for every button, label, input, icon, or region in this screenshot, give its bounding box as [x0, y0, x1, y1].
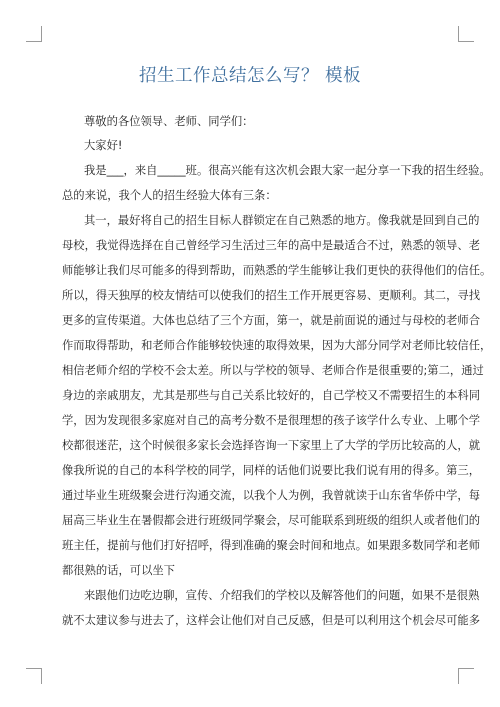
salutation-line: 尊敬的各位领导、老师、同学们： [84, 115, 254, 128]
body-line: 班主任，提前与他们打好招呼，得到准确的聚会时间和地点。如果跟多数同学和老师 [62, 539, 480, 552]
body-line: 我是___，来自_____班。很高兴能有这次机会跟大家一起分享一下我的招生经验。 [84, 164, 491, 177]
body-line: 像我所说的自己的本科学校的同学，同样的话他们说要比我们说有用的得多。第三， [62, 464, 480, 477]
greeting-line: 大家好! [84, 139, 123, 152]
crop-mark-bottom-right [458, 668, 474, 684]
crop-mark-top-left [26, 26, 42, 42]
body-line: 校都很迷茫，这个时候很多家长会选择咨询一下家里上了大学的学历比较高的人，就 [62, 439, 480, 452]
crop-mark-bottom-left [26, 668, 42, 684]
body-line: 总的来说，我个人的招生经验大体有三条： [62, 189, 277, 202]
body-line: 届高三毕业生在暑假都会进行班级同学聚会，尽可能联系到班级的组织人或者他们的 [62, 514, 480, 527]
body-line: 都很熟的话，可以坐下 [62, 564, 175, 577]
body-line: 师能够让我们尽可能多的得到帮助，而熟悉的学生能够让我们更快的获得他们的信任。 [62, 264, 492, 277]
document-title: 招生工作总结怎么写？ 模板 [138, 66, 362, 86]
body-line: 其一，最好将自己的招生目标人群锁定在自己熟悉的地方。像我就是回到自己的 [84, 214, 480, 227]
body-line: 来跟他们边吃边聊，宣传、介绍我们的学校以及解答他们的问题，如果不是很熟 [84, 589, 480, 602]
body-line: 相信老师介绍的学校不会太差。所以与学校的领导、老师合作是很重要的;第二，通过 [62, 364, 484, 377]
body-line: 就不太建议参与进去了，这样会让他们对自己反感，但是可以利用这个机会尽可能多 [62, 614, 480, 627]
body-line: 更多的宣传渠道。大体也总结了三个方面，第一，就是前面说的通过与母校的老师合 [62, 314, 480, 327]
crop-mark-top-right [458, 26, 474, 42]
body-line: 通过毕业生班级聚会进行沟通交流，以我个人为例，我曾就读于山东省华侨中学，每 [62, 489, 480, 502]
body-line: 身边的亲戚朋友，尤其是那些与自己关系比较好的，自己学校又不需要招生的本科同 [62, 389, 480, 402]
body-line: 所以，得天独厚的校友情结可以使我们的招生工作开展更容易、更顺利。其二，寻找 [62, 289, 480, 302]
body-line: 作而取得帮助，和老师合作能够较快速的取得效果，因为大部分同学对老师比较信任， [62, 339, 492, 352]
body-line: 学，因为发现很多家庭对自己的高考分数不是很理想的孩子该学什么专业、上哪个学 [62, 414, 480, 427]
body-line: 母校，我觉得选择在自己曾经学习生活过三年的高中是最适合不过，熟悉的领导、老 [62, 239, 480, 252]
